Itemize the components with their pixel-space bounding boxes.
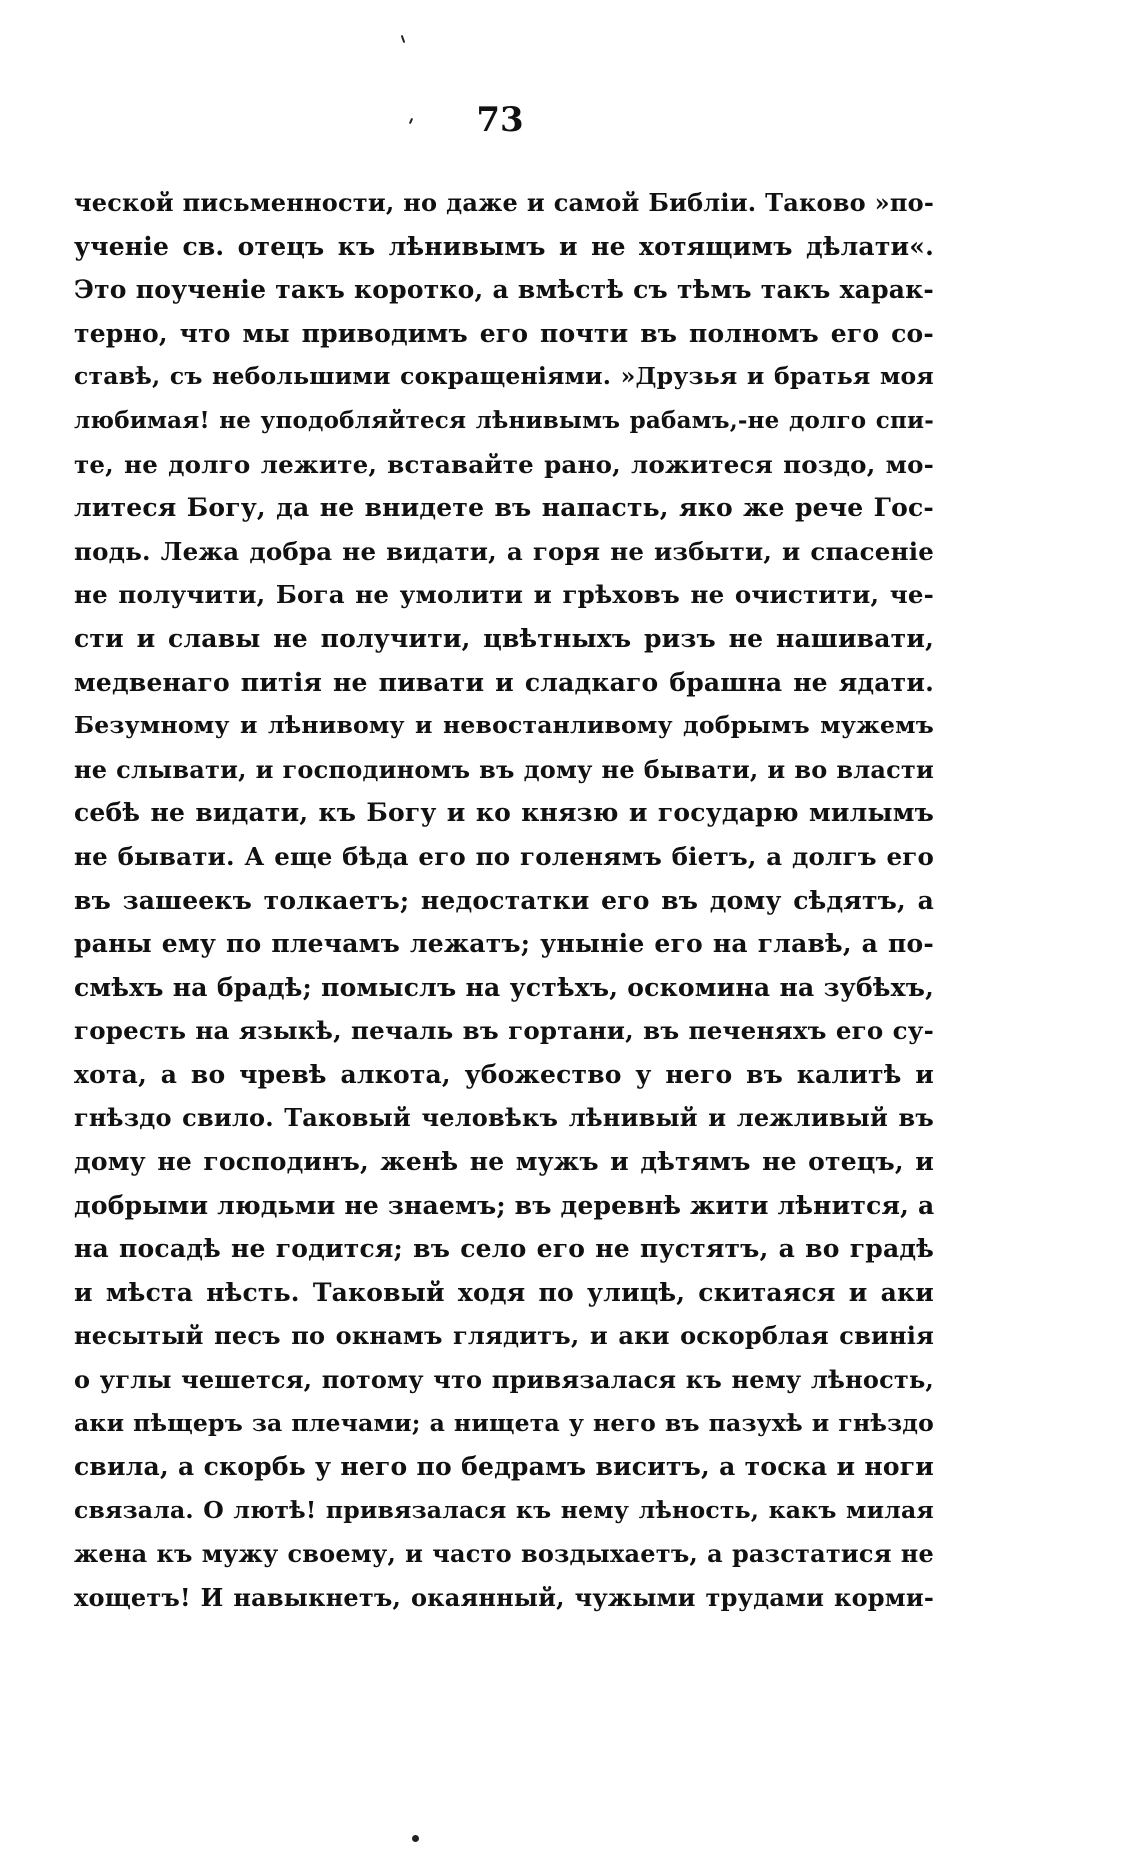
text-line: о углы чешется, потому что привязалася къ нему лѣность,	[74, 1365, 934, 1395]
text-line: хота, а во чревѣ алкота, убожество у него въ калитѣ и	[74, 1059, 934, 1089]
body-text	[74, 181, 934, 1620]
text-line: не бывати. А еще бѣда его по голенямъ біетъ, а долгъ его	[74, 841, 934, 871]
text-line: Безумному и лѣнивому и невостанливому добрымъ мужемъ	[74, 711, 934, 740]
text-line: ученіе св. отецъ къ лѣнивымъ и не хотящимъ дѣлати«.	[74, 231, 934, 261]
text-line: не слывати, и господиномъ въ дому не бывати, и во власти	[74, 754, 934, 784]
text-line: хощетъ! И навыкнетъ, окаянный, чужыми трудами корми-	[74, 1583, 934, 1612]
text-line: и мѣста нѣсть. Таковый ходя по улицѣ, скитаяся и аки	[74, 1277, 934, 1307]
page-number: 73	[476, 100, 524, 140]
text-line: Это поученіе такъ коротко, а вмѣстѣ съ тѣмъ такъ харак-	[74, 275, 934, 305]
text-line: себѣ не видати, къ Богу и ко князю и государю милымъ	[74, 798, 934, 828]
text-line: горесть на языкѣ, печаль въ гортани, въ печеняхъ его су-	[74, 1016, 934, 1046]
text-line: подь. Лежа добра не видати, а горя не избыти, и спасеніе	[74, 536, 934, 566]
text-line: ческой письменности, но даже и самой Библіи. Таково »по-	[74, 188, 934, 217]
text-line: медвенаго питія не пивати и сладкаго брашна не ядати.	[74, 667, 934, 697]
text-line: добрыми людьми не знаемъ; въ деревнѣ жити лѣнится, а	[74, 1190, 935, 1220]
text-line: дому не господинъ, женѣ не мужъ и дѣтямъ не отецъ, и	[74, 1147, 934, 1177]
text-line: терно, что мы приводимъ его почти въ полномъ его со-	[74, 318, 934, 348]
text-line: несытый песъ по окнамъ глядитъ, и аки оскорблая свинія	[74, 1321, 934, 1351]
text-line: аки пѣщеръ за плечами; а нищета у него въ пазухѣ и гнѣздо	[74, 1408, 934, 1437]
text-line: те, не долго лежите, вставайте рано, ложитеся поздо, мо-	[74, 449, 934, 479]
print-speck	[401, 35, 406, 43]
text-line: гнѣздо свило. Таковый человѣкъ лѣнивый и лежливый въ	[74, 1103, 934, 1133]
text-line: жена къ мужу своему, и часто воздыхаетъ, а разстатися не	[74, 1539, 934, 1569]
text-line: сти и славы не получити, цвѣтныхъ ризъ не нашивати,	[74, 623, 934, 653]
text-line: на посадѣ не годится; въ село его не пустятъ, а во градѣ	[74, 1234, 934, 1264]
text-line: въ зашеекъ толкаетъ; недостатки его въ дому сѣдятъ, а	[74, 885, 934, 915]
print-speck	[412, 1835, 419, 1842]
text-line: связала. О лютѣ! привязалася къ нему лѣность, какъ милая	[74, 1495, 934, 1524]
text-line: не получити, Бога не умолити и грѣховъ не очистити, че-	[74, 580, 934, 610]
text-line: свила, а скорбь у него по бедрамъ виситъ, а тоска и ноги	[74, 1452, 934, 1482]
text-line: любимая! не уподобляйтеся лѣнивымъ рабамъ,-не долго спи-	[74, 406, 934, 434]
text-line: ставѣ, съ небольшими сокращеніями. »Друзья и братья моя	[74, 362, 934, 391]
text-line: смѣхъ на брадѣ; помыслъ на устѣхъ, оскомина на зубѣхъ,	[74, 972, 934, 1002]
text-line: раны ему по плечамъ лежатъ; уныніе его на главѣ, а по-	[74, 929, 934, 959]
text-line: литеся Богу, да не внидете въ напасть, яко же рече Гос-	[74, 493, 934, 523]
